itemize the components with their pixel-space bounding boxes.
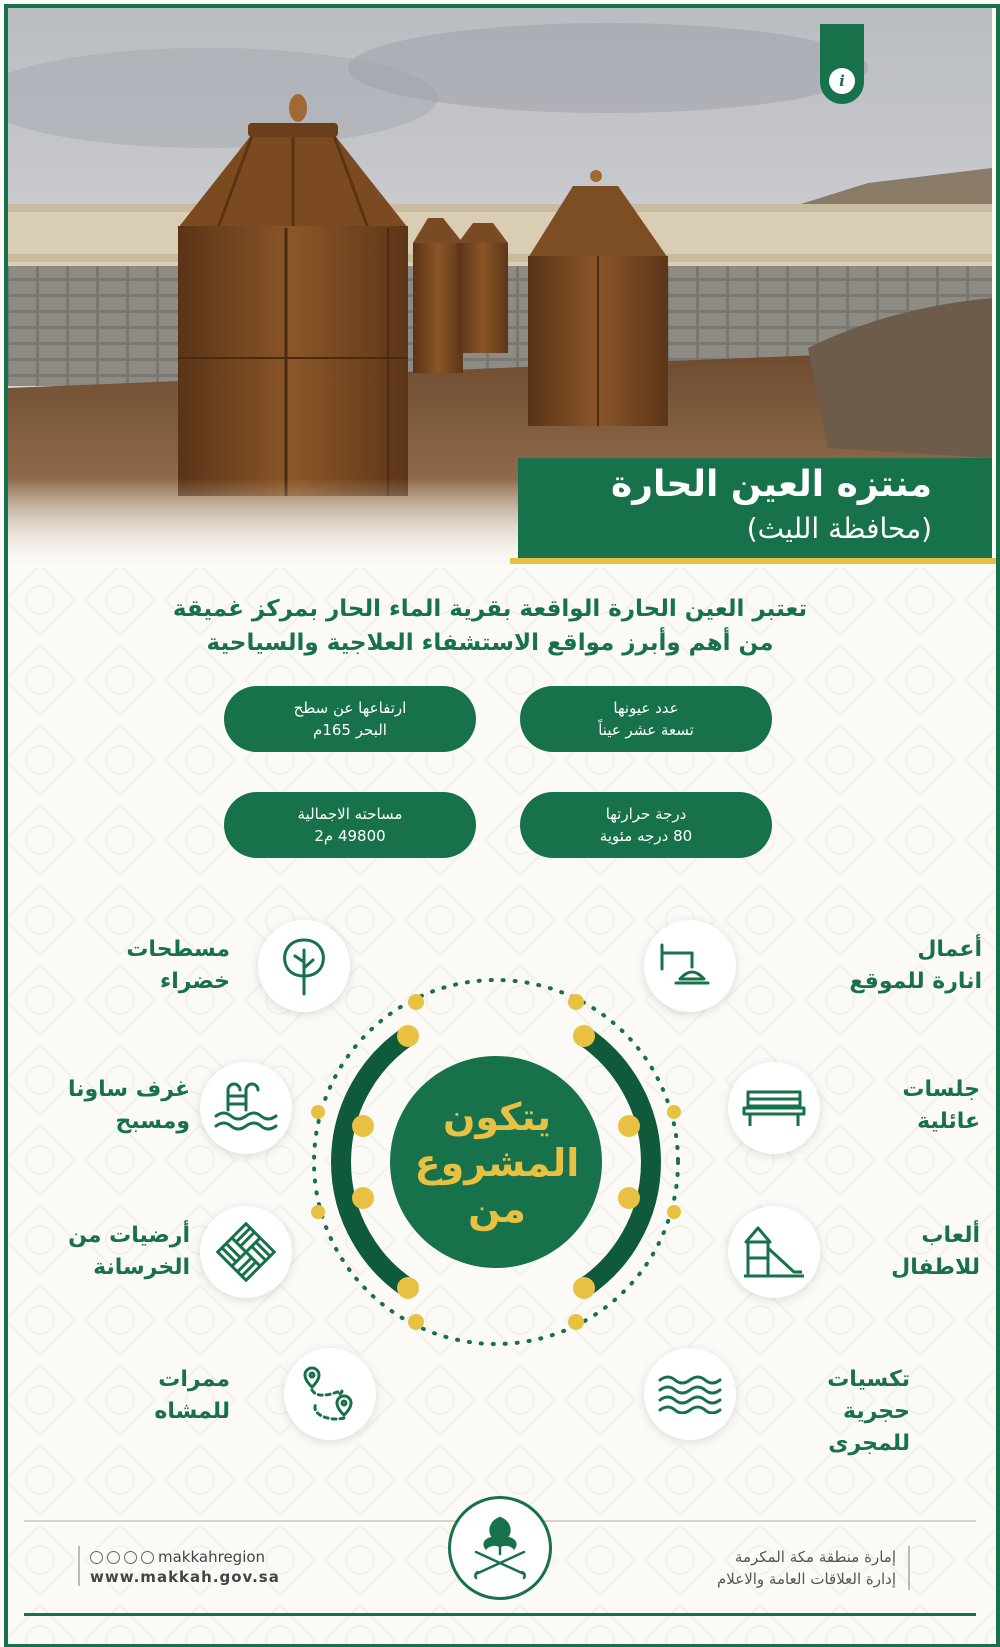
- title-banner: [518, 458, 992, 558]
- playground-icon: [728, 1206, 820, 1298]
- page-subtitle: (محافظة الليث): [746, 512, 932, 545]
- feature-kids-games-label: ألعاب للاطفال: [891, 1223, 980, 1280]
- org-name: إمارة منطقة مكة المكرمة: [734, 1548, 896, 1566]
- intro-text: [100, 592, 880, 660]
- stat-temperature: [520, 792, 772, 858]
- tiles-icon: [200, 1206, 292, 1298]
- intro-line-2: من أهم وأبرز مواقع الاستشفاء العلاجية والسياحية: [206, 630, 774, 656]
- bench-icon: [728, 1062, 820, 1154]
- website-link[interactable]: www.makkah.gov.sa: [90, 1568, 280, 1586]
- center-line-3: من: [468, 1187, 526, 1231]
- stat-elevation: [224, 686, 476, 752]
- lamp-icon: [644, 920, 736, 1012]
- social-handle[interactable]: makkahregion: [158, 1548, 266, 1566]
- feature-lighting-label: أعمال انارة للموقع: [849, 937, 982, 994]
- snapchat-icon[interactable]: [90, 1551, 103, 1564]
- org-department: إدارة العلاقات العامة والاعلام: [717, 1570, 896, 1588]
- social-row: [90, 1546, 280, 1568]
- feature-green-areas-label: مسطحات خضراء: [126, 937, 230, 994]
- center-line-2: المشروع: [414, 1141, 580, 1185]
- stat-label: عدد عيونها: [613, 699, 679, 717]
- center-title: [392, 1058, 602, 1268]
- waves-icon: [644, 1348, 736, 1440]
- stat-value: 80 درجه مئوية: [599, 827, 693, 845]
- youtube-icon[interactable]: [107, 1551, 120, 1564]
- stat-value: البحر 165م: [313, 721, 387, 739]
- footer-organization: [717, 1546, 910, 1590]
- feature-sauna-pool-label: غرف ساونا ومسبح: [67, 1077, 190, 1134]
- title-underline: [510, 558, 1000, 564]
- feature-stone-cladding-label: تكسيات حجرية للمجرى: [827, 1367, 910, 1456]
- instagram-icon[interactable]: [124, 1551, 137, 1564]
- footer-contact: [78, 1546, 280, 1586]
- twitter-icon[interactable]: [141, 1551, 154, 1564]
- stat-label: ارتفاعها عن سطح: [293, 699, 407, 717]
- path-icon: [284, 1348, 376, 1440]
- stat-value: 49800 م2: [314, 827, 386, 845]
- feature-concrete-floors-label: أرضيات من الخرسانة: [68, 1223, 190, 1280]
- stat-label: مساحته الاجمالية: [297, 805, 403, 823]
- center-line-1: يتكون: [442, 1095, 552, 1139]
- stat-label: درجة حرارتها: [605, 805, 687, 823]
- pool-icon: [200, 1062, 292, 1154]
- info-tab[interactable]: [820, 24, 864, 104]
- stat-springs-count: [520, 686, 772, 752]
- page-title: منتزه العين الحارة: [611, 464, 932, 505]
- stat-value: تسعة عشر عيناً: [598, 721, 694, 739]
- feature-walkways-label: ممرات للمشاه: [154, 1367, 230, 1424]
- tree-icon: [258, 920, 350, 1012]
- feature-family-seating-label: جلسات عائلية: [902, 1077, 980, 1134]
- info-icon[interactable]: i: [829, 68, 855, 94]
- stat-area: [224, 792, 476, 858]
- intro-line-1: تعتبر العين الحارة الواقعة بقرية الماء الحار بمركز غميقة: [172, 596, 808, 622]
- footer-bottom-bar: [24, 1613, 976, 1616]
- saudi-emblem-icon: [448, 1496, 552, 1600]
